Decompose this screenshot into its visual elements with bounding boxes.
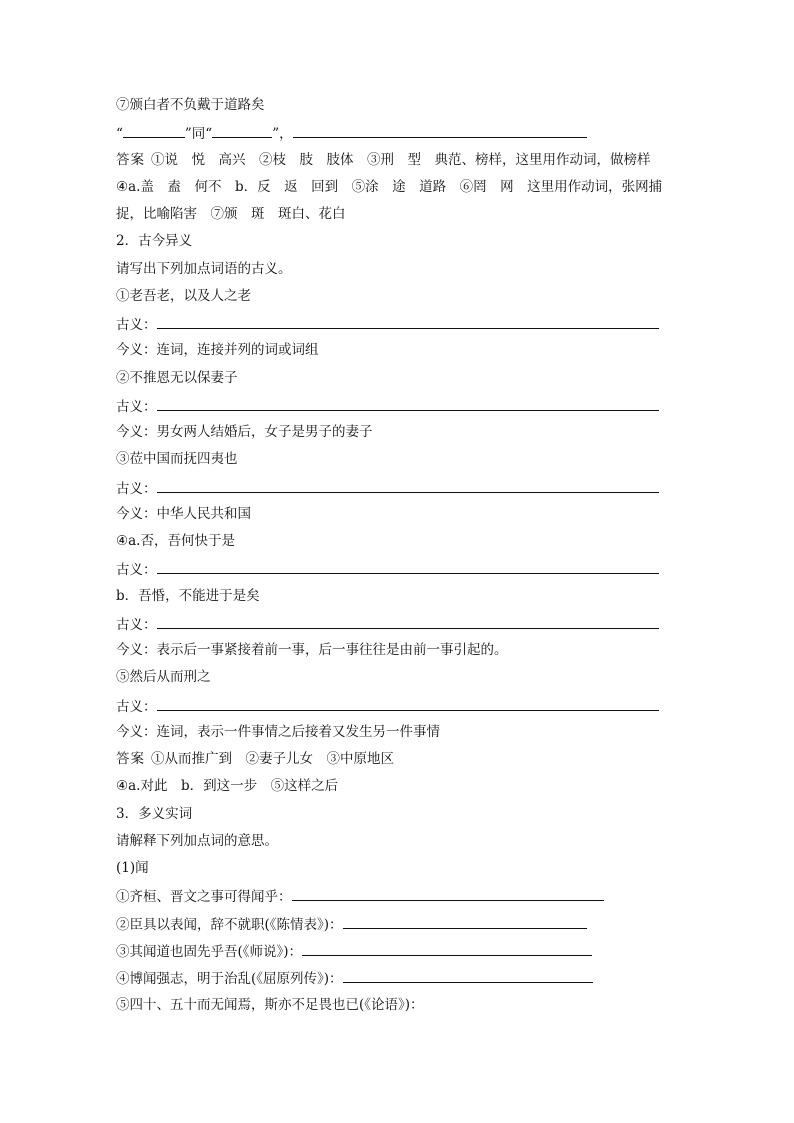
answer-2-text: ①从而推广到 ②妻子儿女 ③中原地区 (151, 751, 394, 767)
gu-label: 古义： (116, 699, 157, 715)
answer-2 (116, 750, 394, 768)
q7-text: ⑦颁白者不负戴于道路矣 (116, 97, 265, 113)
gu-label: 古义： (116, 317, 157, 333)
s2-q5-gu (116, 696, 659, 716)
s2-q4a: ④a.否，吾何快于是 (116, 533, 235, 549)
answer-label: 答案 (116, 152, 145, 168)
s2-q4a-gu (116, 559, 659, 579)
s2-q2-gu (116, 396, 659, 416)
gu-label: 古义： (116, 617, 157, 633)
s2-q1-gu (116, 314, 659, 334)
answer-1-line-3: 捉，比喻陷害 ⑦颁 斑 斑白、花白 (116, 206, 346, 222)
section-3-title: 3．多义实词 (116, 806, 193, 822)
s2-q1-blank[interactable] (157, 314, 659, 329)
s3-q2 (116, 914, 587, 934)
s2-q1: ①老吾老，以及人之老 (116, 288, 251, 304)
s2-q4a-blank[interactable] (157, 559, 659, 574)
s3-q4 (116, 968, 593, 988)
s2-q5-jin: 今义：连词，表示一件事情之后接着又发生另一件事情 (116, 724, 440, 740)
s2-q4-jin: 今义：表示后一事紧接着前一事，后一事往往是由前一事引起的。 (116, 642, 508, 658)
s2-q3-jin: 今义：中华人民共和国 (116, 506, 251, 522)
s3-q3 (116, 941, 592, 961)
s3-q3-blank[interactable] (302, 941, 592, 956)
q7-fill-line (116, 123, 587, 143)
q7-fill-quote-close: ”， (272, 126, 293, 142)
s3-q2-text: ②臣具以表闻，辞不就职(《陈情表》)： (116, 917, 343, 933)
q7-fill-same-as: ”同“ (184, 126, 213, 142)
s3-q1 (116, 886, 604, 906)
q7-fill-quote-open: “ (116, 126, 123, 142)
s2-q3: ③莅中国而抚四夷也 (116, 451, 238, 467)
blank-3[interactable] (293, 123, 587, 138)
s3-q3-text: ③其闻道也固先乎吾(《师说》)： (116, 944, 303, 960)
blank-2[interactable] (212, 123, 272, 138)
s2-q3-blank[interactable] (157, 478, 659, 493)
s2-q5: ⑤然后从而刑之 (116, 669, 211, 685)
answer-label: 答案 (116, 751, 145, 767)
s2-q4b-gu (116, 614, 659, 634)
answer-2-line-2: ④a.对此 b．到这一步 ⑤这样之后 (116, 778, 339, 794)
s3-q2-blank[interactable] (343, 914, 587, 929)
s2-q2-blank[interactable] (157, 396, 659, 411)
s3-q5: ⑤四十、五十而无闻焉，斯亦不足畏也已(《论语》)： (116, 997, 424, 1013)
blank-1[interactable] (123, 123, 185, 138)
s2-q1-jin: 今义：连词，连接并列的词或词组 (116, 342, 319, 358)
s2-q3-gu (116, 478, 659, 498)
answer-1-line-2: ④a.盖 盍 何不 b．反 返 回到 ⑤涂 途 道路 ⑥罔 网 这里用作动词，张网捕 (116, 179, 663, 195)
s2-q2-jin: 今义：男女两人结婚后，女子是男子的妻子 (116, 424, 373, 440)
section-3-instruction: 请解释下列加点词的意思。 (116, 833, 278, 849)
section-2-instruction: 请写出下列加点词语的古义。 (116, 261, 292, 277)
answer-1 (116, 151, 651, 169)
gu-label: 古义： (116, 562, 157, 578)
gu-label: 古义： (116, 399, 157, 415)
gu-label: 古义： (116, 481, 157, 497)
s3-q4-text: ④博闻强志，明于治乱(《屈原列传》)： (116, 971, 343, 987)
s2-q5-blank[interactable] (157, 696, 659, 711)
s3-q1-text: ①齐桓、晋文之事可得闻乎： (116, 889, 292, 905)
s2-q2: ②不推恩无以保妻子 (116, 370, 238, 386)
section-2-title: 2．古今异义 (116, 233, 193, 249)
s3-q1-blank[interactable] (292, 886, 604, 901)
s2-q4b: b．吾惛，不能进于是矣 (116, 588, 260, 604)
answer-1-text: ①说 悦 高兴 ②枝 肢 肢体 ③刑 型 典范、榜样，这里用作动词，做榜样 (151, 152, 651, 168)
s3-q4-blank[interactable] (343, 968, 593, 983)
s2-q4b-blank[interactable] (157, 614, 659, 629)
s3-subheading: (1)闻 (116, 860, 149, 876)
